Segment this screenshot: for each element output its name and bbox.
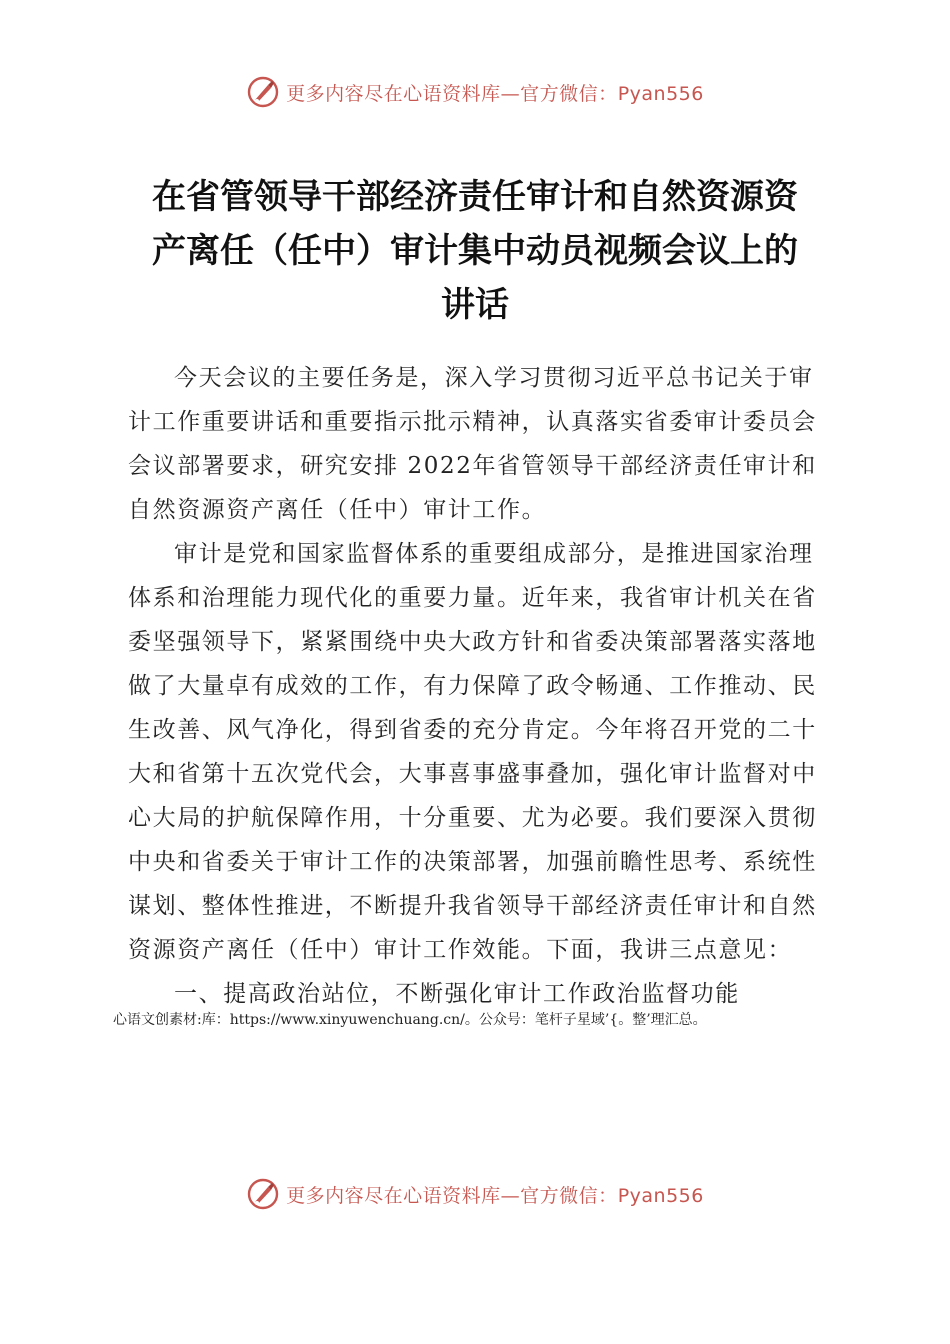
banner-wechat-label: 官方微信：	[520, 82, 618, 105]
title-line: 产离任（任中）审计集中动员视频会议上的	[152, 231, 798, 271]
text-line: 体系和治理能力现代化的重要力量。近年来，我省审计机关在省	[128, 585, 817, 611]
pen-nib-logo-icon	[246, 75, 280, 109]
banner-wechat-id: Pyan556	[617, 82, 704, 105]
text-line: 中央和省委关于审计工作的决策部署，加强前瞻性思考、系统性	[128, 849, 817, 875]
section-heading: 一、提高政治站位，不断强化审计工作政治监督功能	[174, 981, 740, 1007]
pen-nib-logo-icon	[246, 1177, 280, 1211]
text-line: 生改善、风气净化，得到省委的充分肯定。今年将召开党的二十	[128, 717, 817, 743]
banner-library-text: 更多内容尽在心语资料库	[286, 1184, 501, 1207]
text-line: 计工作重要讲话和重要指示批示精神，认真落实省委审计委员会	[128, 409, 817, 435]
footer-banner	[0, 1174, 950, 1214]
document-title	[120, 170, 830, 332]
banner-dash: —	[500, 82, 521, 105]
banner-library-text: 更多内容尽在心语资料库	[286, 82, 501, 105]
banner-wechat-label: 官方微信：	[520, 1184, 618, 1207]
text-line: 自然资源资产离任（任中）审计工作。	[128, 497, 547, 523]
paragraph-2	[128, 532, 832, 972]
banner-text	[286, 79, 704, 106]
text-line: 资源资产离任（任中）审计工作效能。下面，我讲三点意见：	[128, 937, 793, 963]
text-line: 委坚强领导下，紧紧围绕中央大政方针和省委决策部署落实落地	[128, 629, 817, 655]
title-line: 讲话	[441, 285, 509, 325]
header-banner	[0, 72, 950, 112]
title-line: 在省管领导干部经济责任审计和自然资源资	[152, 177, 798, 217]
source-footnote: 心语文创素材:库：https://www.xinyuwenchuang.cn/。公众号：笔杆子星域’{。整’理汇总。	[113, 1012, 707, 1028]
text-line: 谋划、整体性推进，不断提升我省领导干部经济责任审计和自然	[128, 893, 817, 919]
text-line: 审计是党和国家监督体系的重要组成部分，是推进国家治理	[174, 541, 814, 567]
banner-wechat-id: Pyan556	[617, 1184, 704, 1207]
text-line: 做了大量卓有成效的工作，有力保障了政令畅通、工作推动、民	[128, 673, 817, 699]
text-line: 大和省第十五次党代会，大事喜事盛事叠加，强化审计监督对中	[128, 761, 817, 787]
text-line: 会议部署要求，研究安排 2022年省管领导干部经济责任审计和	[128, 453, 817, 479]
document-body	[128, 356, 832, 1016]
banner-text	[286, 1181, 704, 1208]
banner-dash: —	[500, 1184, 521, 1207]
text-line: 心大局的护航保障作用，十分重要、尤为必要。我们要深入贯彻	[128, 805, 817, 831]
paragraph-1	[128, 356, 832, 532]
text-line: 今天会议的主要任务是，深入学习贯彻习近平总书记关于审	[174, 365, 814, 391]
